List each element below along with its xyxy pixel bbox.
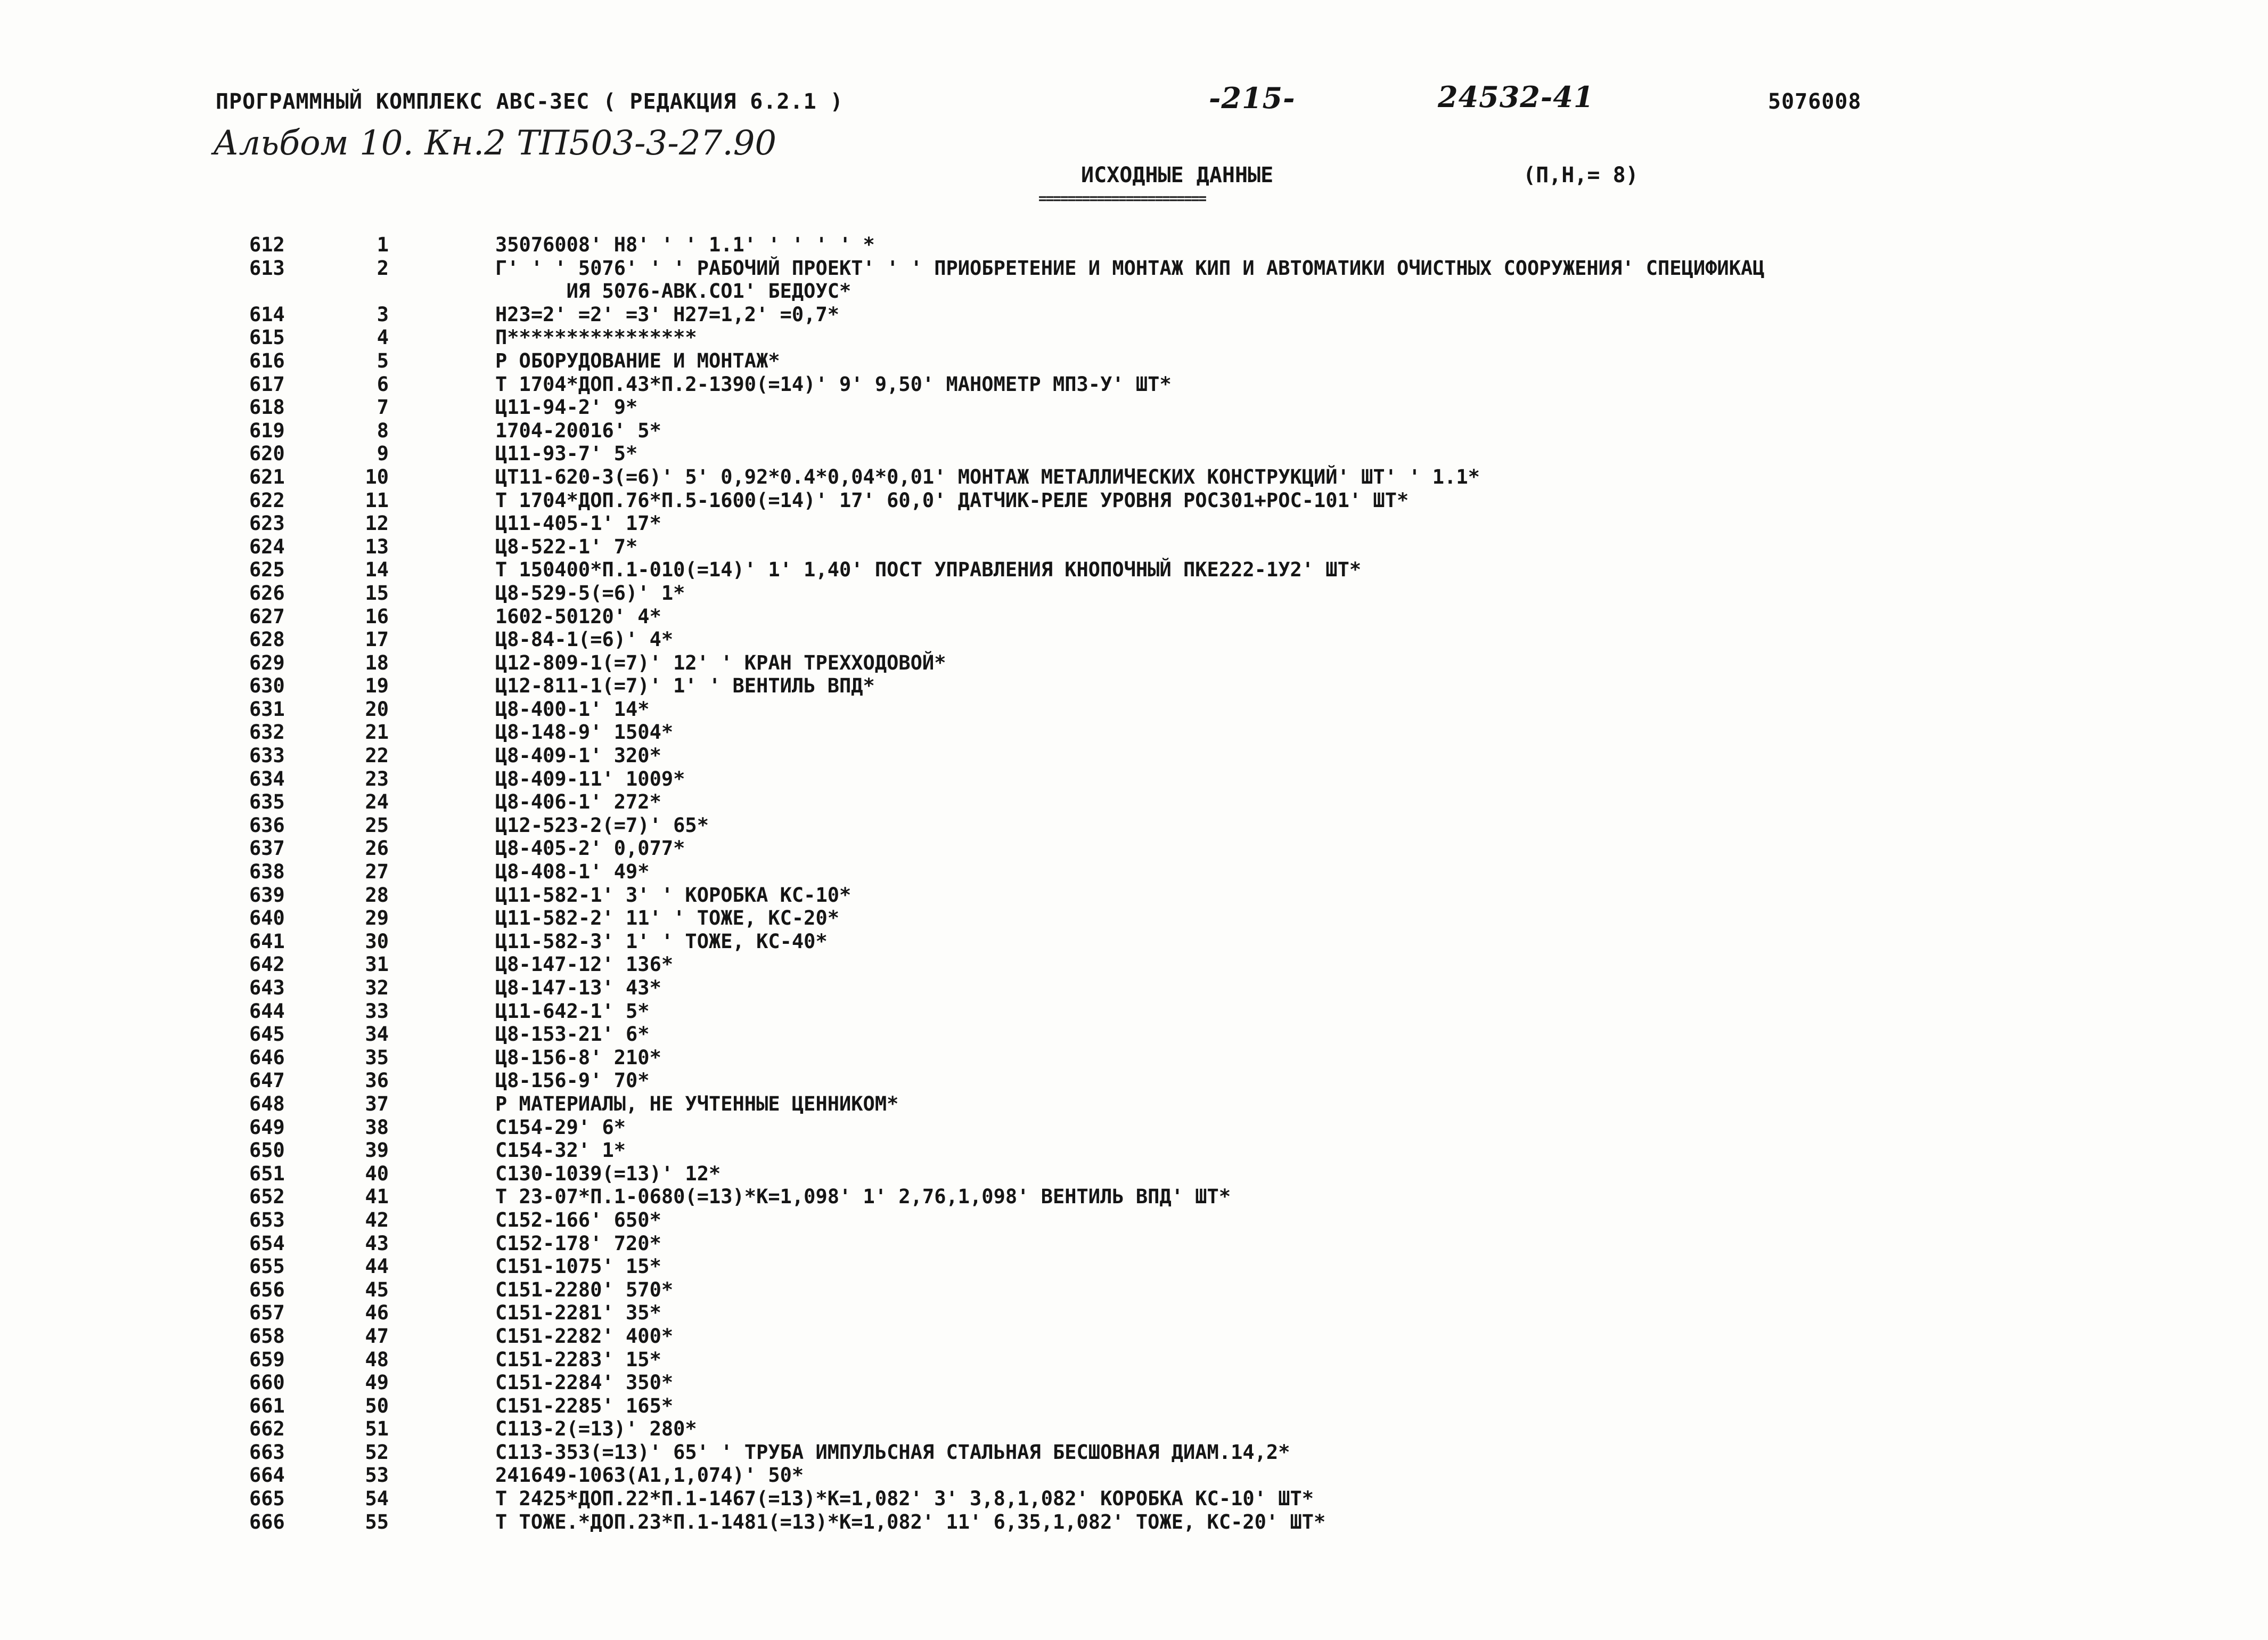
record-text: Ц8-156-8' 210* [495, 1046, 661, 1069]
line-number: 641 [249, 929, 285, 953]
record-text: Ц8-147-12' 136* [495, 953, 674, 976]
record-text: Ц8-408-1' 49* [495, 860, 650, 884]
data-rows [0, 233, 2268, 1533]
record-text: Р МАТЕРИАЛЫ, НЕ УЧТЕННЫЕ ЦЕННИКОМ* [495, 1092, 899, 1115]
record-text: П**************** [495, 326, 697, 349]
item-index: 45 [365, 1278, 389, 1301]
record-text: С151-1075' 15* [495, 1255, 661, 1278]
record-text: Ц8-147-13' 43* [495, 976, 661, 999]
data-row [0, 1417, 2268, 1441]
data-row [0, 907, 2268, 930]
item-index: 17 [365, 628, 389, 651]
record-text: Ц8-409-1' 320* [495, 744, 661, 768]
data-row [0, 1394, 2268, 1418]
item-index: 22 [365, 744, 389, 768]
item-index: 36 [365, 1069, 389, 1092]
item-index: 2 [376, 256, 389, 280]
data-row [0, 884, 2268, 907]
line-number: 664 [249, 1464, 285, 1487]
item-index: 13 [365, 535, 389, 558]
record-text: Ц11-93-7' 5* [495, 442, 638, 466]
data-row [0, 953, 2268, 976]
data-row [0, 628, 2268, 651]
item-index: 48 [365, 1348, 389, 1371]
line-number: 626 [249, 581, 285, 605]
record-text: Ц8-529-5(=6)' 1* [495, 581, 685, 605]
record-text: С151-2282' 400* [495, 1324, 674, 1348]
line-number: 628 [249, 628, 285, 651]
data-row [0, 1162, 2268, 1186]
line-number: 660 [249, 1371, 285, 1394]
record-text: С151-2281' 35* [495, 1301, 661, 1325]
line-number: 637 [249, 837, 285, 860]
record-text: 35076008' Н8' ' ' 1.1' ' ' ' ' * [495, 233, 875, 256]
line-number: 648 [249, 1092, 285, 1115]
line-number: 627 [249, 605, 285, 628]
item-index: 19 [365, 674, 389, 698]
record-text: С113-353(=13)' 65' ' ТРУБА ИМПУЛЬСНАЯ СТАЛЬНАЯ БЕСШОВНАЯ ДИАМ.14,2* [495, 1440, 1290, 1464]
data-row [0, 257, 2268, 303]
line-number: 614 [249, 303, 285, 326]
line-number: 618 [249, 396, 285, 419]
item-index: 52 [365, 1440, 389, 1464]
item-index: 33 [365, 999, 389, 1023]
handwritten-album-note: Альбом 10. Кн.2 ТП503-3-27.90 [213, 124, 777, 163]
record-text: С151-2283' 15* [495, 1348, 661, 1371]
item-index: 28 [365, 883, 389, 907]
item-index: 1 [376, 233, 389, 256]
data-row [0, 303, 2268, 327]
item-index: 50 [365, 1394, 389, 1417]
item-index: 6 [376, 372, 389, 396]
record-text: Т 23-07*П.1-0680(=13)*К=1,098' 1' 2,76,1,098' ВЕНТИЛЬ ВПД' ШТ* [495, 1185, 1231, 1209]
line-number: 621 [249, 465, 285, 488]
data-row [0, 698, 2268, 721]
line-number: 612 [249, 233, 285, 256]
section-title-underline: ======================= [1038, 191, 1206, 207]
record-text: Ц11-582-2' 11' ' ТОЖЕ, КС-20* [495, 907, 840, 930]
item-index: 42 [365, 1208, 389, 1231]
data-row [0, 790, 2268, 814]
line-number: 645 [249, 1023, 285, 1046]
data-row [0, 674, 2268, 698]
line-number: 631 [249, 697, 285, 721]
record-text: Ц11-582-1' 3' ' КОРОБКА КС-10* [495, 883, 851, 907]
item-index: 3 [376, 303, 389, 326]
data-row [0, 582, 2268, 605]
line-number: 642 [249, 953, 285, 976]
item-index: 23 [365, 767, 389, 790]
program-header: ПРОГРАММНЫЙ КОМПЛЕКС АВС-ЗЕС ( РЕДАКЦИЯ 6.2.1 ) [216, 89, 844, 114]
section-title: ИСХОДНЫЕ ДАННЫЕ [1081, 163, 1274, 187]
page-number: -215- [1209, 81, 1296, 115]
data-row [0, 1185, 2268, 1209]
record-text: С151-2280' 570* [495, 1278, 674, 1301]
data-row [0, 558, 2268, 582]
item-index: 18 [365, 651, 389, 674]
data-row [0, 860, 2268, 884]
data-row [0, 442, 2268, 466]
record-text: С154-32' 1* [495, 1139, 626, 1162]
line-number: 659 [249, 1348, 285, 1371]
line-number: 663 [249, 1440, 285, 1464]
data-row [0, 1000, 2268, 1023]
item-index: 20 [365, 697, 389, 721]
data-row [0, 326, 2268, 349]
data-row [0, 1487, 2268, 1511]
line-number: 617 [249, 372, 285, 396]
line-number: 622 [249, 488, 285, 512]
record-text: Г' ' ' 5076' ' ' РАБОЧИЙ ПРОЕКТ' ' ' ПРИОБРЕТЕНИЕ И МОНТАЖ КИП И АВТОМАТИКИ ОЧИСТНЫХ СООРУЖЕНИЯ' СПЕЦИФИКАЦ ИЯ 5076-АВК.СО1' БЕДОУС* [495, 256, 1765, 303]
line-number: 634 [249, 767, 285, 790]
data-row [0, 744, 2268, 768]
item-index: 12 [365, 512, 389, 535]
record-text: Т 1704*ДОП.43*П.2-1390(=14)' 9' 9,50' МАНОМЕТР МПЗ-У' ШТ* [495, 372, 1172, 396]
record-text: Ц11-642-1' 5* [495, 999, 650, 1023]
line-number: 647 [249, 1069, 285, 1092]
line-number: 635 [249, 790, 285, 814]
data-row [0, 1278, 2268, 1302]
data-row [0, 1301, 2268, 1325]
line-number: 616 [249, 349, 285, 372]
record-text: С152-178' 720* [495, 1231, 661, 1255]
line-number: 636 [249, 813, 285, 837]
record-text: С151-2285' 165* [495, 1394, 674, 1417]
data-row [0, 1023, 2268, 1046]
line-number: 653 [249, 1208, 285, 1231]
record-text: Ц11-405-1' 17* [495, 512, 661, 535]
line-number: 620 [249, 442, 285, 466]
item-index: 4 [376, 326, 389, 349]
data-row [0, 721, 2268, 744]
data-row [0, 419, 2268, 443]
record-text: Ц8-153-21' 6* [495, 1023, 650, 1046]
line-number: 651 [249, 1162, 285, 1185]
item-index: 34 [365, 1023, 389, 1046]
data-row [0, 1046, 2268, 1070]
item-index: 40 [365, 1162, 389, 1185]
item-index: 39 [365, 1139, 389, 1162]
record-text: Ц8-409-11' 1009* [495, 767, 685, 790]
data-row [0, 535, 2268, 559]
data-row [0, 349, 2268, 373]
line-number: 630 [249, 674, 285, 698]
record-text: Ц8-84-1(=6)' 4* [495, 628, 674, 651]
item-index: 8 [376, 419, 389, 442]
line-number: 633 [249, 744, 285, 768]
data-row [0, 768, 2268, 791]
data-row [0, 837, 2268, 860]
item-index: 53 [365, 1464, 389, 1487]
line-number: 661 [249, 1394, 285, 1417]
record-text: 1704-20016' 5* [495, 419, 661, 442]
item-index: 47 [365, 1324, 389, 1348]
data-row [0, 1441, 2268, 1464]
line-number: 639 [249, 883, 285, 907]
data-row [0, 814, 2268, 837]
line-number: 658 [249, 1324, 285, 1348]
data-row [0, 489, 2268, 512]
item-index: 38 [365, 1115, 389, 1139]
item-index: 44 [365, 1255, 389, 1278]
data-row [0, 1116, 2268, 1139]
line-number: 656 [249, 1278, 285, 1301]
record-text: Ц8-405-2' 0,077* [495, 837, 685, 860]
item-index: 30 [365, 929, 389, 953]
item-index: 54 [365, 1487, 389, 1511]
record-text: ЦТ11-620-3(=6)' 5' 0,92*0.4*0,04*0,01' МОНТАЖ МЕТАЛЛИЧЕСКИХ КОНСТРУКЦИЙ' ШТ' ' 1.1* [495, 465, 1480, 488]
item-index: 21 [365, 721, 389, 744]
data-row [0, 651, 2268, 675]
line-number: 625 [249, 558, 285, 582]
record-text: Ц12-809-1(=7)' 12' ' КРАН ТРЕХХОДОВОЙ* [495, 651, 946, 674]
item-index: 43 [365, 1231, 389, 1255]
record-text: Ц11-582-3' 1' ' ТОЖЕ, КС-40* [495, 929, 828, 953]
item-index: 11 [365, 488, 389, 512]
item-index: 37 [365, 1092, 389, 1115]
item-index: 9 [376, 442, 389, 466]
line-number: 643 [249, 976, 285, 999]
item-index: 51 [365, 1417, 389, 1441]
line-number: 644 [249, 999, 285, 1023]
line-number: 615 [249, 326, 285, 349]
data-row [0, 1348, 2268, 1372]
data-row [0, 605, 2268, 629]
line-number: 640 [249, 907, 285, 930]
item-index: 46 [365, 1301, 389, 1325]
item-index: 25 [365, 813, 389, 837]
record-text: С130-1039(=13)' 12* [495, 1162, 721, 1185]
item-index: 55 [365, 1510, 389, 1533]
item-index: 32 [365, 976, 389, 999]
data-row [0, 1464, 2268, 1487]
record-text: Ц8-400-1' 14* [495, 697, 650, 721]
data-row [0, 512, 2268, 535]
item-index: 7 [376, 396, 389, 419]
record-text: Т 150400*П.1-010(=14)' 1' 1,40' ПОСТ УПРАВЛЕНИЯ КНОПОЧНЫЙ ПКЕ222-1У2' ШТ* [495, 558, 1362, 582]
record-text: 1602-50120' 4* [495, 605, 661, 628]
line-number: 619 [249, 419, 285, 442]
line-number: 613 [249, 256, 285, 280]
record-text: Ц8-156-9' 70* [495, 1069, 650, 1092]
section-parameter: (П,Н,= 8) [1523, 163, 1639, 187]
record-text: Р ОБОРУДОВАНИЕ И МОНТАЖ* [495, 349, 780, 372]
data-row [0, 233, 2268, 257]
item-index: 35 [365, 1046, 389, 1069]
line-number: 662 [249, 1417, 285, 1441]
data-row [0, 1209, 2268, 1232]
data-row [0, 1255, 2268, 1278]
data-row [0, 976, 2268, 1000]
item-index: 41 [365, 1185, 389, 1209]
item-index: 14 [365, 558, 389, 582]
line-number: 649 [249, 1115, 285, 1139]
data-row [0, 1371, 2268, 1394]
record-text: Ц8-148-9' 1504* [495, 721, 674, 744]
data-row [0, 930, 2268, 953]
line-number: 638 [249, 860, 285, 884]
item-index: 29 [365, 907, 389, 930]
line-number: 654 [249, 1231, 285, 1255]
item-index: 15 [365, 581, 389, 605]
record-text: Ц12-523-2(=7)' 65* [495, 813, 709, 837]
line-number: 657 [249, 1301, 285, 1325]
line-number: 665 [249, 1487, 285, 1511]
line-number: 646 [249, 1046, 285, 1069]
record-text: Ц12-811-1(=7)' 1' ' ВЕНТИЛЬ ВПД* [495, 674, 875, 698]
line-number: 623 [249, 512, 285, 535]
record-text: Т ТОЖЕ.*ДОП.23*П.1-1481(=13)*К=1,082' 11' 6,35,1,082' ТОЖЕ, КС-20' ШТ* [495, 1510, 1326, 1533]
record-text: С154-29' 6* [495, 1115, 626, 1139]
data-row [0, 466, 2268, 489]
record-text: Ц8-522-1' 7* [495, 535, 638, 558]
line-number: 629 [249, 651, 285, 674]
item-index: 10 [365, 465, 389, 488]
line-number: 652 [249, 1185, 285, 1209]
line-number: 632 [249, 721, 285, 744]
item-index: 16 [365, 605, 389, 628]
data-row [0, 1511, 2268, 1534]
record-text: Т 1704*ДОП.76*П.5-1600(=14)' 17' 60,0' ДАТЧИК-РЕЛЕ УРОВНЯ РОС301+РОС-101' ШТ* [495, 488, 1409, 512]
item-index: 24 [365, 790, 389, 814]
record-text: С113-2(=13)' 280* [495, 1417, 697, 1441]
item-index: 31 [365, 953, 389, 976]
item-index: 27 [365, 860, 389, 884]
record-text: Т 2425*ДОП.22*П.1-1467(=13)*К=1,082' 3' 3,8,1,082' КОРОБКА КС-10' ШТ* [495, 1487, 1314, 1511]
item-index: 5 [376, 349, 389, 372]
item-index: 26 [365, 837, 389, 860]
data-row [0, 1069, 2268, 1092]
record-text: Ц8-406-1' 272* [495, 790, 661, 814]
line-number: 624 [249, 535, 285, 558]
document-number: 24532-41 [1438, 80, 1594, 114]
record-text: С151-2284' 350* [495, 1371, 674, 1394]
data-row [0, 373, 2268, 396]
data-row [0, 1232, 2268, 1255]
document-code: 5076008 [1768, 89, 1862, 114]
data-row [0, 1139, 2268, 1162]
item-index: 49 [365, 1371, 389, 1394]
line-number: 650 [249, 1139, 285, 1162]
record-text: 241649-1063(А1,1,074)' 50* [495, 1464, 804, 1487]
record-text: Ц11-94-2' 9* [495, 396, 638, 419]
line-number: 666 [249, 1510, 285, 1533]
record-text: Н23=2' =2' =3' Н27=1,2' =0,7* [495, 303, 840, 326]
record-text: С152-166' 650* [495, 1208, 661, 1231]
data-row [0, 1325, 2268, 1348]
data-row [0, 1092, 2268, 1116]
line-number: 655 [249, 1255, 285, 1278]
data-row [0, 396, 2268, 419]
